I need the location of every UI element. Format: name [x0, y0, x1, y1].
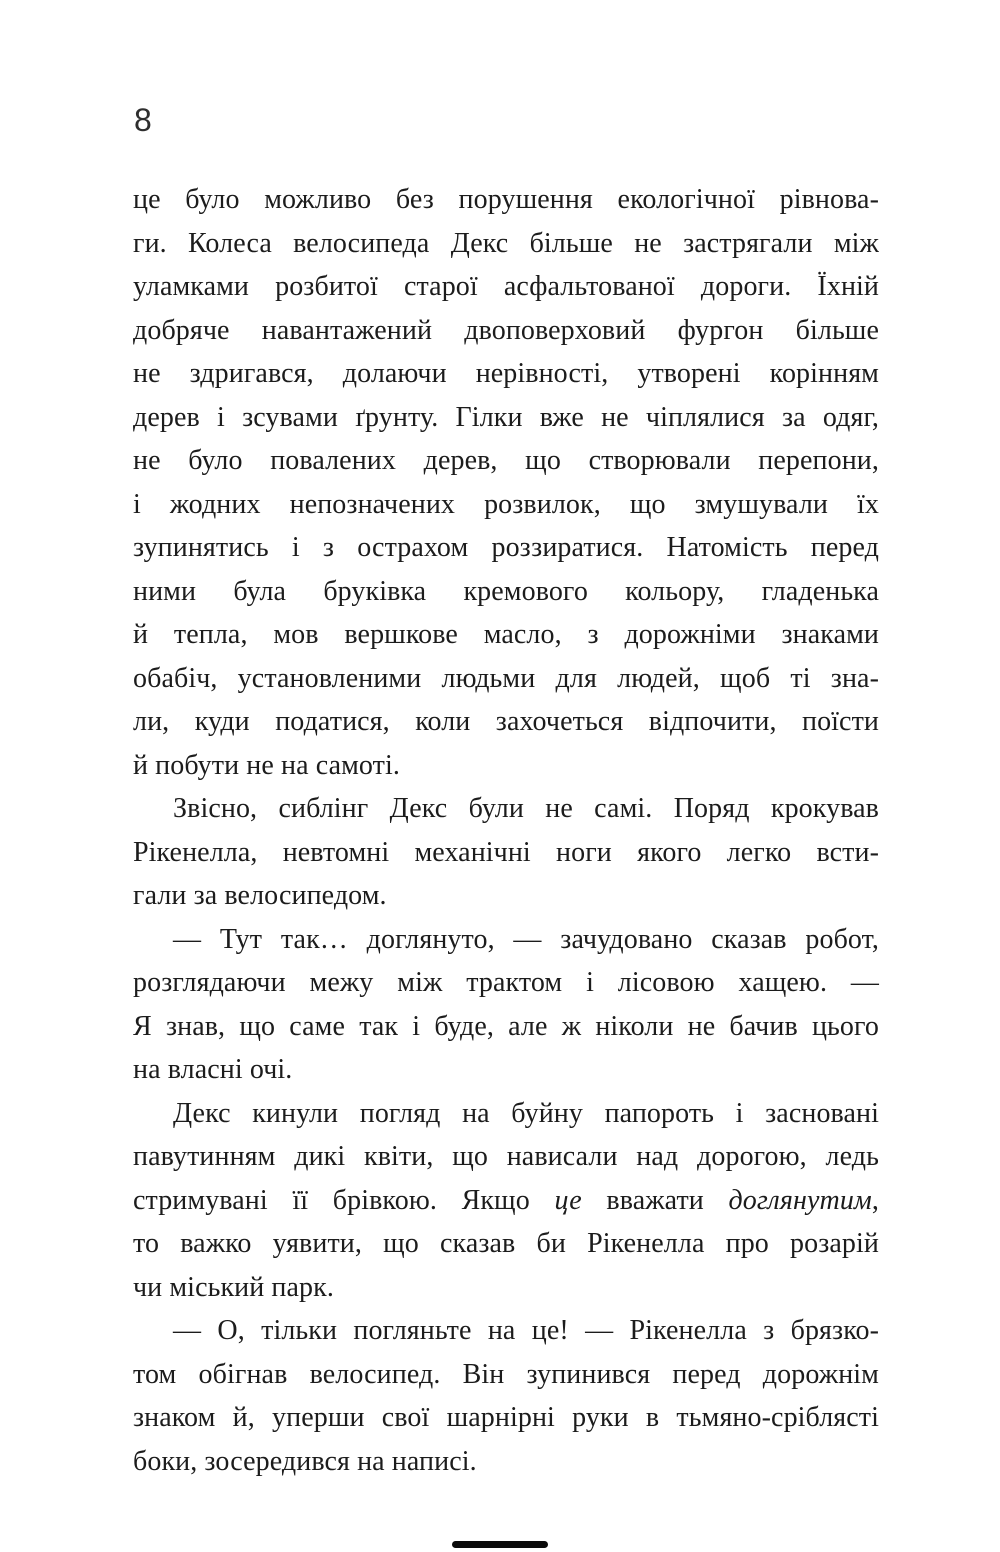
- text-line: це було можливо без порушення екологічної рівнова-: [133, 184, 879, 215]
- paragraph: [133, 918, 879, 1092]
- text-line: ними була бруківка кремового кольору, гладенька: [133, 575, 879, 607]
- text-line: і жодних непозначених розвилок, що змушували їх: [133, 488, 879, 520]
- text-line: дерев і зсувами ґрунту. Гілки вже не чіплялися за одяг,: [133, 401, 879, 433]
- text-line: зупинятись і з острахом роззиратися. Натомість перед: [133, 532, 879, 563]
- text-line: не здригався, долаючи нерівності, утворені корінням: [133, 358, 879, 389]
- text-line: Декс кинули погляд на буйну папороть і засновані: [173, 1097, 879, 1129]
- page-text: [133, 178, 879, 1483]
- paragraph: [133, 787, 879, 918]
- text-line: уламками розбитої старої асфальтованої дороги. Їхній: [133, 271, 879, 302]
- text-line: — Тут так… доглянуто, — зачудовано сказав робот,: [173, 923, 879, 955]
- text-line: — О, тільки погляньте на це! — Рікенелла з брязко-: [173, 1315, 879, 1346]
- text-line: боки, зосередився на написі.: [133, 1445, 477, 1477]
- page-number: 8: [134, 102, 152, 138]
- text-line: на власні очі.: [133, 1054, 293, 1085]
- text-line: том обігнав велосипед. Він зупинився перед дорожнім: [133, 1358, 879, 1390]
- text-line: ги. Колеса велосипеда Декс більше не застрягали між: [133, 227, 879, 259]
- text-line: павутинням дикі квіти, що нависали над дорогою, ледь: [133, 1141, 879, 1172]
- text-line: ли, куди податися, коли захочеться відпочити, поїсти: [133, 706, 879, 737]
- text-line: обабіч, установленими людьми для людей, щоб ті зна-: [133, 662, 879, 694]
- text-line: стримувані її брівкою. Якщо це вважати доглянутим,: [133, 1184, 879, 1216]
- text-line: добряче навантажений двоповерховий фургон більше: [133, 314, 879, 346]
- home-indicator[interactable]: [452, 1541, 548, 1548]
- text-line: то важко уявити, що сказав би Рікенелла про розарій: [133, 1228, 879, 1259]
- text-line: гали за велосипедом.: [133, 880, 387, 911]
- text-line: знаком й, уперши свої шарнірні руки в тьмяно-сріблясті: [133, 1402, 879, 1433]
- text-line: чи міський парк.: [133, 1271, 334, 1303]
- paragraph: [133, 1309, 879, 1483]
- text-line: Рікенелла, невтомні механічні ноги якого легко всти-: [133, 836, 879, 868]
- text-line: Звісно, сиблінг Декс були не самі. Поряд крокував: [173, 793, 879, 824]
- text-line: не було повалених дерев, що створювали перепони,: [133, 445, 879, 476]
- text-line: й тепла, мов вершкове масло, з дорожніми знаками: [133, 619, 879, 650]
- text-line: й побути не на самоті.: [133, 749, 400, 781]
- text-line: розглядаючи межу між трактом і лісовою хащею. —: [133, 967, 879, 998]
- text-line: Я знав, що саме так і буде, але ж ніколи не бачив цього: [133, 1010, 879, 1042]
- paragraph: [133, 1092, 879, 1310]
- paragraph: [133, 178, 879, 787]
